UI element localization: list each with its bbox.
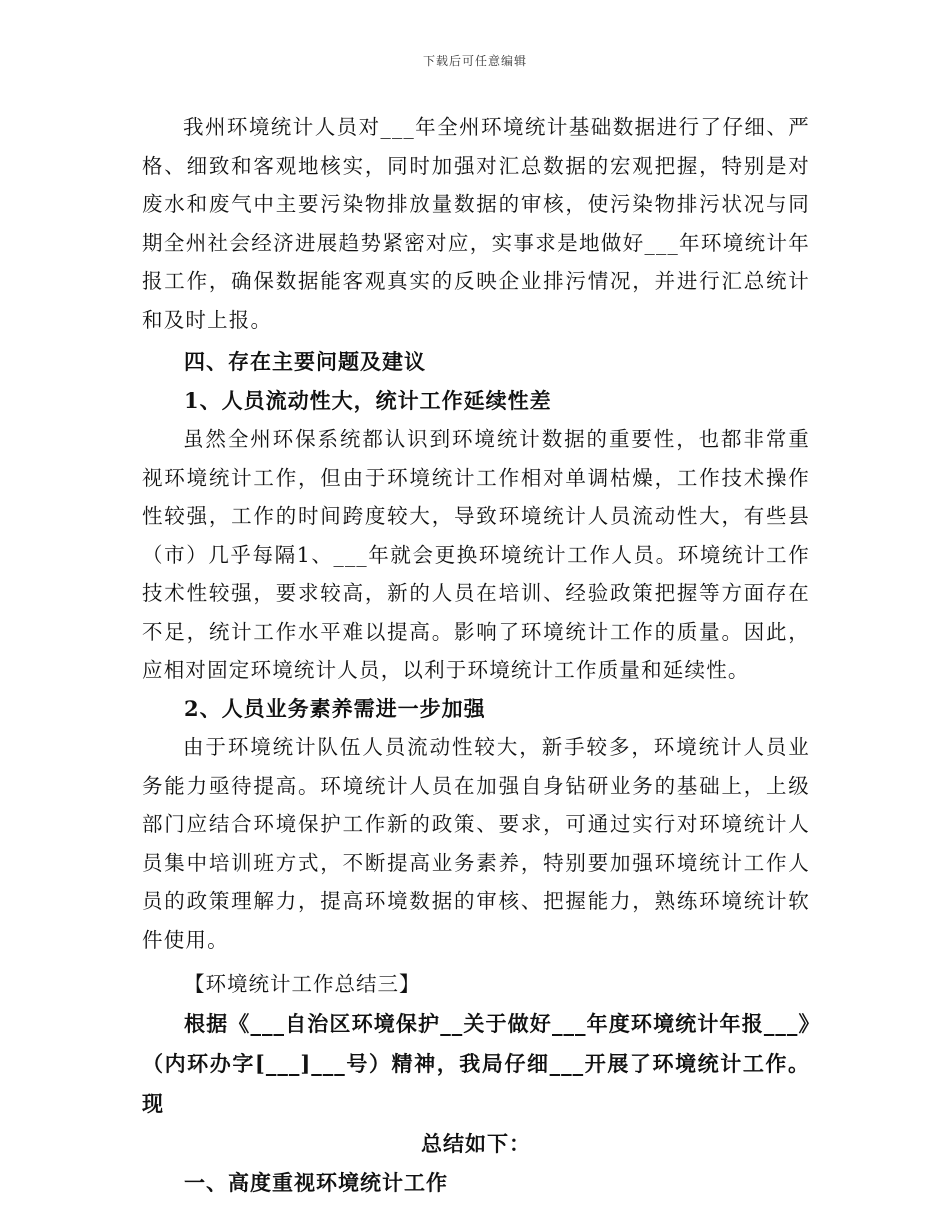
- paragraph-data-verification: 我州环境统计人员对___年全州环境统计基础数据进行了仔细、严格、细致和客观地核实，同时加强对汇总数据的宏观把握，特别是对废水和废气中主要污染物排放量数据的审核，使污染物排污状况与同期全州社会经济进展趋势紧密对应，实事求是地做好___年环境统计年报工作，确保数据能客观真实的反映企业排污情况，并进行汇总统计和及时上报。: [142, 115, 810, 332]
- heading-staff-quality: 2、人员业务素养需进一步加强: [184, 695, 486, 721]
- heading-problems-suggestions: 四、存在主要问题及建议: [184, 349, 426, 374]
- section-title-summary-three: 【环境统计工作总结三】: [184, 972, 421, 996]
- paragraph-summary-follows: 总结如下：: [421, 1130, 531, 1156]
- heading-high-priority: 一、高度重视环境统计工作: [184, 1169, 448, 1195]
- paragraph-staff-quality: 由于环境统计队伍人员流动性较大，新手较多，环境统计人员业务能力亟待提高。环境统计人员在加强自身钻研业务的基础上，上级部门应结合环境保护工作新的政策、要求，可通过实行对环境统计人员集中培训班方式，不断提高业务素养，特别要加强环境统计工作人员的政策理解力，提高环境数据的审核、把握能力，熟练环境统计软件使用。: [142, 735, 810, 952]
- heading-staff-mobility: 1、人员流动性大，统计工作延续性差: [184, 387, 552, 413]
- paragraph-according-to: 根据《___自治区环境保护__关于做好___年度环境统计年报___》（内环办字[___]___号）精神，我局仔细___开展了环境统计工作。现: [142, 1010, 810, 1116]
- paragraph-staff-mobility: 虽然全州环保系统都认识到环境统计数据的重要性，也都非常重视环境统计工作，但由于环境统计工作相对单调枯燥，工作技术操作性较强，工作的时间跨度较大，导致环境统计人员流动性大，有些县（市）几乎每隔1、___年就会更换环境统计工作人员。环境统计工作技术性较强，要求较高，新的人员在培训、经验政策把握等方面存在不足，统计工作水平难以提高。影响了环境统计工作的质量。因此，应相对固定环境统计人员，以利于环境统计工作质量和延续性。: [142, 427, 810, 682]
- page-header-note: 下载后可任意编辑: [422, 54, 527, 68]
- document-body: [142, 108, 810, 1202]
